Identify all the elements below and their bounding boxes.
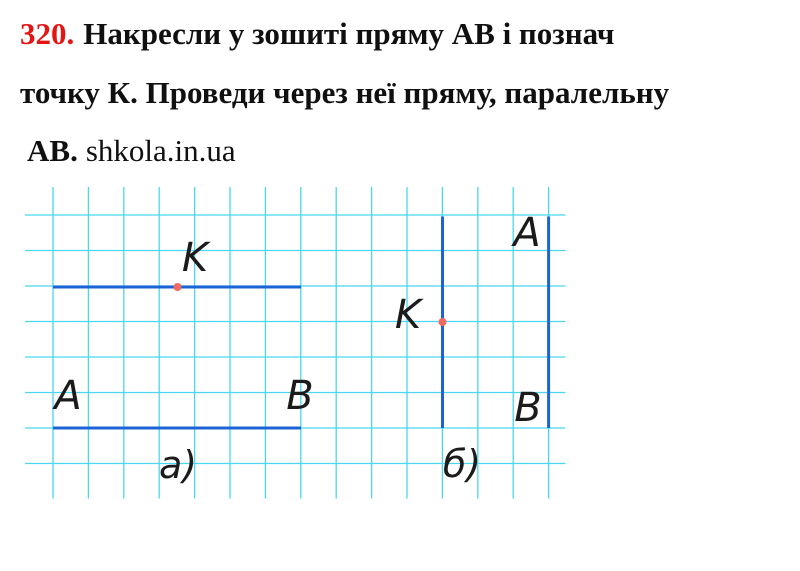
point-k-dot-fig-a — [174, 283, 182, 291]
label-b-fig-a: B — [286, 373, 314, 419]
label-k-fig-a: K — [181, 235, 209, 281]
problem-text-line-3 — [20, 122, 669, 181]
problem-text-line-2: точку К. Проведи через неї пряму, паралельну — [20, 74, 670, 110]
figure-canvas — [0, 181, 800, 571]
label-a-fig-b: A — [513, 210, 541, 256]
caption-fig-b: б) — [442, 442, 482, 486]
problem-text-part-1: Накресли у зошиті пряму АВ і познач — [83, 16, 615, 51]
problem-number: 320. — [20, 16, 75, 51]
problem-text-part-2: АВ. — [27, 133, 78, 168]
figure-a — [51, 235, 313, 487]
label-a-fig-a: A — [54, 373, 82, 419]
problem-statement — [20, 5, 669, 181]
watermark-text: shkola.in.ua — [85, 133, 236, 168]
problem-text-line-1 — [20, 5, 669, 64]
label-k-fig-b: K — [394, 292, 422, 338]
caption-fig-a: а) — [158, 443, 198, 487]
label-b-fig-b: B — [514, 385, 542, 431]
point-k-dot-fig-b — [439, 318, 447, 326]
figure-b — [395, 210, 549, 486]
grid-paper — [25, 187, 566, 499]
